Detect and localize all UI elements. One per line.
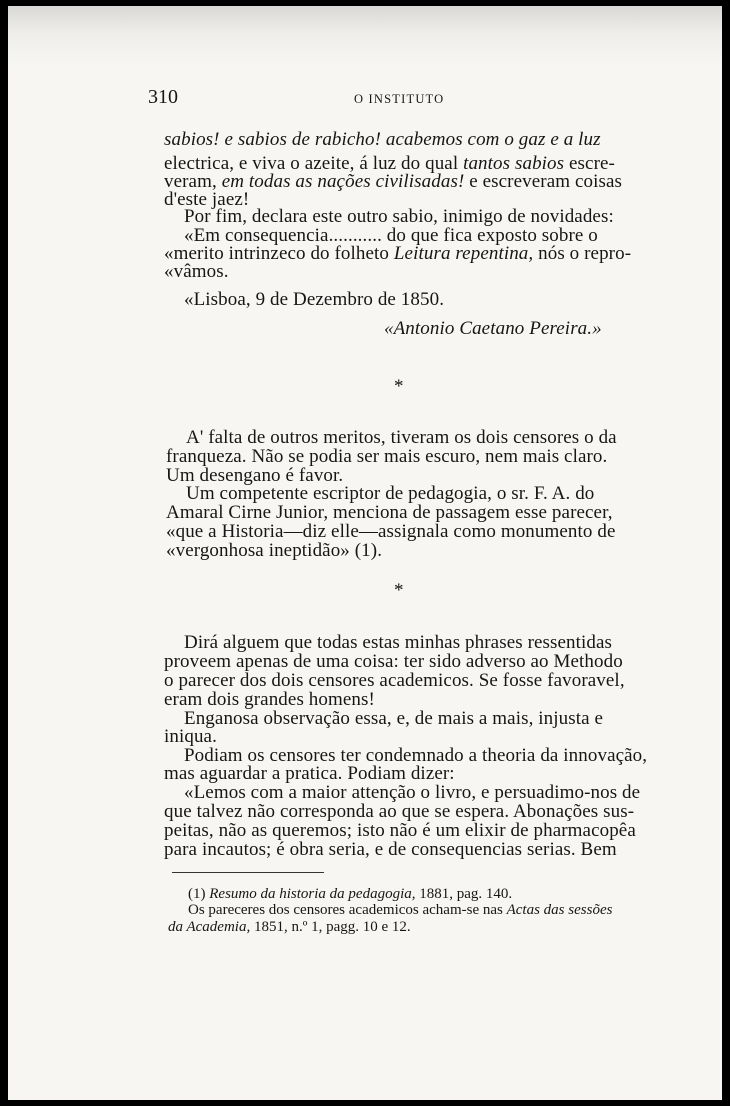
footnote-part: 1881, pag. 140.	[415, 886, 513, 902]
footnote-part: Os pareceres dos censores academicos acham-se nas	[188, 902, 507, 918]
text-line: Um competente escriptor de pedagogia, o sr. F. A. do	[186, 483, 595, 504]
text-line: Dirá alguem que todas estas minhas phrases ressentidas	[184, 632, 613, 653]
text-line: franqueza. Não se podia ser mais escuro, nem mais claro.	[166, 446, 608, 467]
text-line: iniqua.	[164, 726, 217, 747]
text-line-part: veram,	[164, 171, 222, 192]
text-line: Um desengano é favor.	[166, 465, 344, 486]
text-line	[164, 244, 631, 263]
text-line: Podiam os censores ter condemnado a theoria da innovação,	[184, 745, 648, 766]
text-line: o parecer dos dois censores academicos. Se fosse favoravel,	[164, 670, 625, 691]
text-line: «que a Historia—diz elle—assignala como monumento de	[166, 521, 616, 542]
running-head: O INSTITUTO	[354, 92, 445, 106]
text-line: Enganosa observação essa, e, de mais a mais, injusta e	[184, 708, 604, 729]
footnote-italic: da Academia,	[168, 919, 251, 935]
text-line-part: sabios! e sabios de rabicho! acabemos com o gaz e a luz	[164, 129, 601, 150]
text-line: peitas, não as queremos; isto não é um elixir de pharmacopêa	[164, 820, 636, 841]
text-line: para incautos; é obra seria, e de consequencias serias. Bem	[164, 839, 617, 860]
document-page	[8, 6, 722, 1100]
footnote-part: 1851, n.º 1, pagg. 10 e 12.	[250, 919, 411, 935]
text-line: «Lemos com a maior attenção o livro, e persuadimo-nos de	[184, 782, 641, 803]
text-line-part: «merito intrinzeco do folheto	[164, 243, 394, 264]
footnote-line	[188, 886, 512, 902]
text-line: Amaral Cirne Junior, menciona de passagem esse parecer,	[166, 502, 613, 523]
signature-text: «Antonio Caetano Pereira.»	[384, 318, 602, 339]
italic-phrase: Leitura repentina,	[393, 243, 534, 264]
text-line-part: electrica, e viva o azeite, á luz do qual	[164, 153, 464, 174]
footnote-line	[188, 902, 612, 918]
page-number: 310	[148, 86, 178, 108]
section-divider-star: *	[394, 580, 404, 601]
italic-phrase: em todas as nações civilisadas!	[221, 171, 465, 192]
dateline: «Lisboa, 9 de Dezembro de 1850.	[184, 289, 445, 310]
text-line: «Em consequencia........... do que fica exposto sobre o	[184, 225, 598, 246]
footnote-italic: Resumo da historia da pedagogia,	[209, 886, 416, 902]
text-line: A' falta de outros meritos, tiveram os dois censores o da	[186, 427, 617, 448]
text-line: «vâmos.	[164, 261, 229, 282]
italic-phrase: tantos sabios	[463, 153, 565, 174]
text-line-part: e escreveram coisas	[464, 171, 622, 192]
text-line: d'este jaez!	[164, 189, 250, 210]
text-line: eram dois grandes homens!	[164, 689, 375, 710]
text-line: mas aguardar a pratica. Podiam dizer:	[164, 763, 455, 784]
signature-line	[384, 319, 602, 338]
text-line: «vergonhosa ineptidão» (1).	[166, 540, 383, 561]
footnote-italic: Actas das sessões	[506, 902, 613, 918]
text-line: Por fim, declara este outro sabio, inimigo de novidades:	[184, 206, 614, 227]
text-line-part: escre-	[564, 153, 615, 174]
text-line-part: nós o repro-	[533, 243, 632, 264]
footnote-line	[168, 919, 411, 935]
footnote-part: (1)	[188, 886, 210, 902]
section-divider-star: *	[394, 376, 404, 397]
text-line: que talvez não corresponda ao que se espera. Abonações sus-	[164, 801, 635, 822]
text-line	[164, 130, 601, 149]
scan-noise	[8, 6, 722, 66]
text-line: proveem apenas de uma coisa: ter sido adverso ao Methodo	[164, 651, 623, 672]
footnote-separator	[172, 872, 324, 873]
